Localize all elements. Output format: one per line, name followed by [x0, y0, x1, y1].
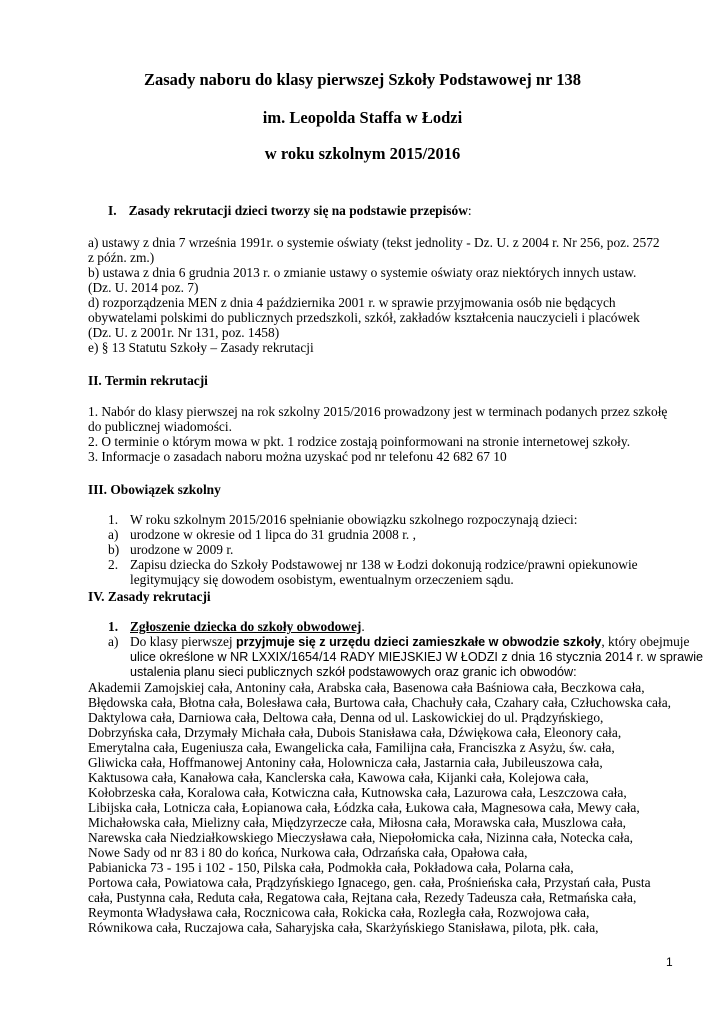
title-line-3: w roku szkolnym 2015/2016	[264, 144, 461, 163]
item-text: Zgłoszenie dziecka do szkoły obwodowej	[130, 619, 362, 634]
section-3-item	[108, 512, 577, 528]
page-number: 1	[666, 955, 673, 969]
section-3-item	[108, 542, 233, 558]
street-list-line: Portowa cała, Powiatowa cała, Prądzyńskiego Ignacego, gen. cała, Prośnieńska cała, Przystań cała, Pusta	[88, 875, 651, 890]
item-text-pre: Do klasy pierwszej	[130, 634, 236, 649]
title-line-1: Zasady naboru do klasy pierwszej Szkoły Podstawowej nr 138	[144, 70, 581, 89]
item-dot: .	[361, 619, 365, 634]
section-4-item-a-line-3: ustalenia planu sieci publicznych szkół podstawowych oraz granic ich obwodów:	[130, 665, 577, 679]
street-list-line: Libijska cała, Lotnicza cała, Łopianowa cała, Łódzka cała, Łukowa cała, Magnesowa cała, Mewy cała,	[88, 800, 640, 815]
section-1-line: (Dz. U. z 2001r. Nr 131, poz. 1458)	[88, 325, 280, 340]
section-3-heading: III. Obowiązek szkolny	[88, 482, 221, 497]
section-4-item-a	[108, 634, 689, 650]
item-number: 2.	[108, 557, 119, 572]
section-1-number: I.	[108, 203, 117, 218]
item-number: 1.	[108, 512, 119, 527]
section-4-item-a-line-2: ulice określone w NR LXXIX/1654/14 RADY MIEJSKIEJ W ŁODZI z dnia 16 stycznia 2014 r. w sprawie	[130, 650, 704, 664]
item-text-bold: przyjmuje się z urzędu dzieci zamieszkałe w obwodzie szkoły	[235, 635, 602, 649]
section-2-line: 1. Nabór do klasy pierwszej na rok szkolny 2015/2016 prowadzony jest w terminach podanych przez szkołę	[88, 404, 668, 419]
street-list-line: Błędowska cała, Błotna cała, Bolesława cała, Burtowa cała, Chachuły cała, Czahary cała, Człuchowska cała,	[88, 695, 671, 710]
item-text: urodzone w 2009 r.	[130, 542, 234, 557]
section-3-item	[108, 557, 638, 573]
section-1-heading-text: Zasady rekrutacji dzieci tworzy się na podstawie przepisów	[128, 203, 468, 218]
street-list-line: Emerytalna cała, Eugeniusza cała, Ewangelicka cała, Familijna cała, Franciszka z Asyżu, św. cała,	[88, 740, 615, 755]
section-4-item-1	[108, 619, 365, 635]
section-1-line: b) ustawa z dnia 6 grudnia 2013 r. o zmianie ustawy o systemie oświaty oraz niektórych innych ustaw.	[88, 265, 637, 280]
street-list-line: cała, Pustynna cała, Reduta cała, Regatowa cała, Rejtana cała, Rezedy Tadeusza cała, Retmańska cała,	[88, 890, 637, 905]
street-list-line: Gliwicka cała, Hoffmanowej Antoniny cała, Holownicza cała, Jastarnia cała, Jubileuszowa cała,	[88, 755, 603, 770]
street-list-line: Daktylowa cała, Darniowa cała, Deltowa cała, Denna od ul. Laskowickiej do ul. Prądzyńskiego,	[88, 710, 604, 725]
item-number: a)	[108, 527, 119, 542]
street-list-line: Pabianicka 73 - 195 i 102 - 150, Pilska cała, Podmokła cała, Pokładowa cała, Polarna cała,	[88, 860, 574, 875]
section-3-item-continuation: legitymujący się dowodem osobistym, ewentualnym orzeczeniem sądu.	[130, 572, 514, 587]
item-number: b)	[108, 542, 120, 557]
section-2-line: 3. Informacje o zasadach naboru można uzyskać pod nr telefonu 42 682 67 10	[88, 449, 507, 464]
section-2-heading: II. Termin rekrutacji	[88, 373, 208, 388]
street-list-line: Narewska cała Niedziałkowskiego Mieczysława cała, Niepołomicka cała, Nizinna cała, Notecka cała,	[88, 830, 634, 845]
street-list-line: Kaktusowa cała, Kanałowa cała, Kanclerska cała, Kawowa cała, Kijanki cała, Kolejowa cała,	[88, 770, 589, 785]
section-1-line: d) rozporządzenia MEN z dnia 4 października 2001 r. w sprawie przyjmowania osób nie będących	[88, 295, 616, 310]
item-text: urodzone w okresie od 1 lipca do 31 grudnia 2008 r. ,	[130, 527, 416, 542]
item-text: W roku szkolnym 2015/2016 spełnianie obowiązku szkolnego rozpoczynają dzieci:	[130, 512, 578, 527]
section-4-heading: IV. Zasady rekrutacji	[88, 589, 211, 604]
section-3-item	[108, 527, 416, 543]
title-line-2: im. Leopolda Staffa w Łodzi	[262, 108, 463, 127]
street-list-line: Dobrzyńska cała, Drzymały Michała cała, Dubois Stanisława cała, Dźwiękowa cała, Eleonory cała,	[88, 725, 622, 740]
street-list-line: Równikowa cała, Ruczajowa cała, Saharyjska cała, Skarżyńskiego Stanisława, pilota, płk. cała,	[88, 920, 599, 935]
street-list-line: Akademii Zamojskiej cała, Antoniny cała, Arabska cała, Basenowa cała Baśniowa cała, Beczkowa cała,	[88, 680, 645, 695]
section-1-line: obywatelami polskimi do publicznych przedszkoli, szkół, zakładów kształcenia nauczycieli i placówek	[88, 310, 640, 325]
item-number: 1.	[108, 619, 119, 634]
section-1-heading-colon: :	[467, 203, 472, 218]
section-1-line: e) § 13 Statutu Szkoły – Zasady rekrutacji	[88, 340, 314, 355]
street-list-line: Nowe Sady od nr 83 i 80 do końca, Nurkowa cała, Odrzańska cała, Opałowa cała,	[88, 845, 528, 860]
street-list-line: Reymonta Władysława cała, Rocznicowa cała, Rokicka cała, Rozległa cała, Rozwojowa cała,	[88, 905, 590, 920]
item-text: Zapisu dziecka do Szkoły Podstawowej nr 138 w Łodzi dokonują rodzice/prawni opiekunowie	[130, 557, 638, 572]
section-1-line: a) ustawy z dnia 7 września 1991r. o systemie oświaty (tekst jednolity - Dz. U. z 2004 r. Nr 256, poz. 2572	[88, 235, 660, 250]
section-2-line: 2. O terminie o którym mowa w pkt. 1 rodzice zostają poinformowani na stronie internetowej szkoły.	[88, 434, 631, 449]
item-text-post: , który obejmuje	[601, 634, 690, 649]
section-1-line: z późn. zm.)	[88, 250, 155, 265]
street-list-line: Kołobrzeska cała, Koralowa cała, Kotwiczna cała, Kutnowska cała, Lazurowa cała, Leszczowa cała,	[88, 785, 627, 800]
street-list-line: Michałowska cała, Mielizny cała, Międzyrzecze cała, Miłosna cała, Morawska cała, Muszlowa cała,	[88, 815, 626, 830]
section-1-line: (Dz. U. 2014 poz. 7)	[88, 280, 199, 295]
section-2-line: do publicznej wiadomości.	[88, 419, 232, 434]
section-1-heading	[108, 203, 472, 219]
item-number: a)	[108, 634, 119, 649]
